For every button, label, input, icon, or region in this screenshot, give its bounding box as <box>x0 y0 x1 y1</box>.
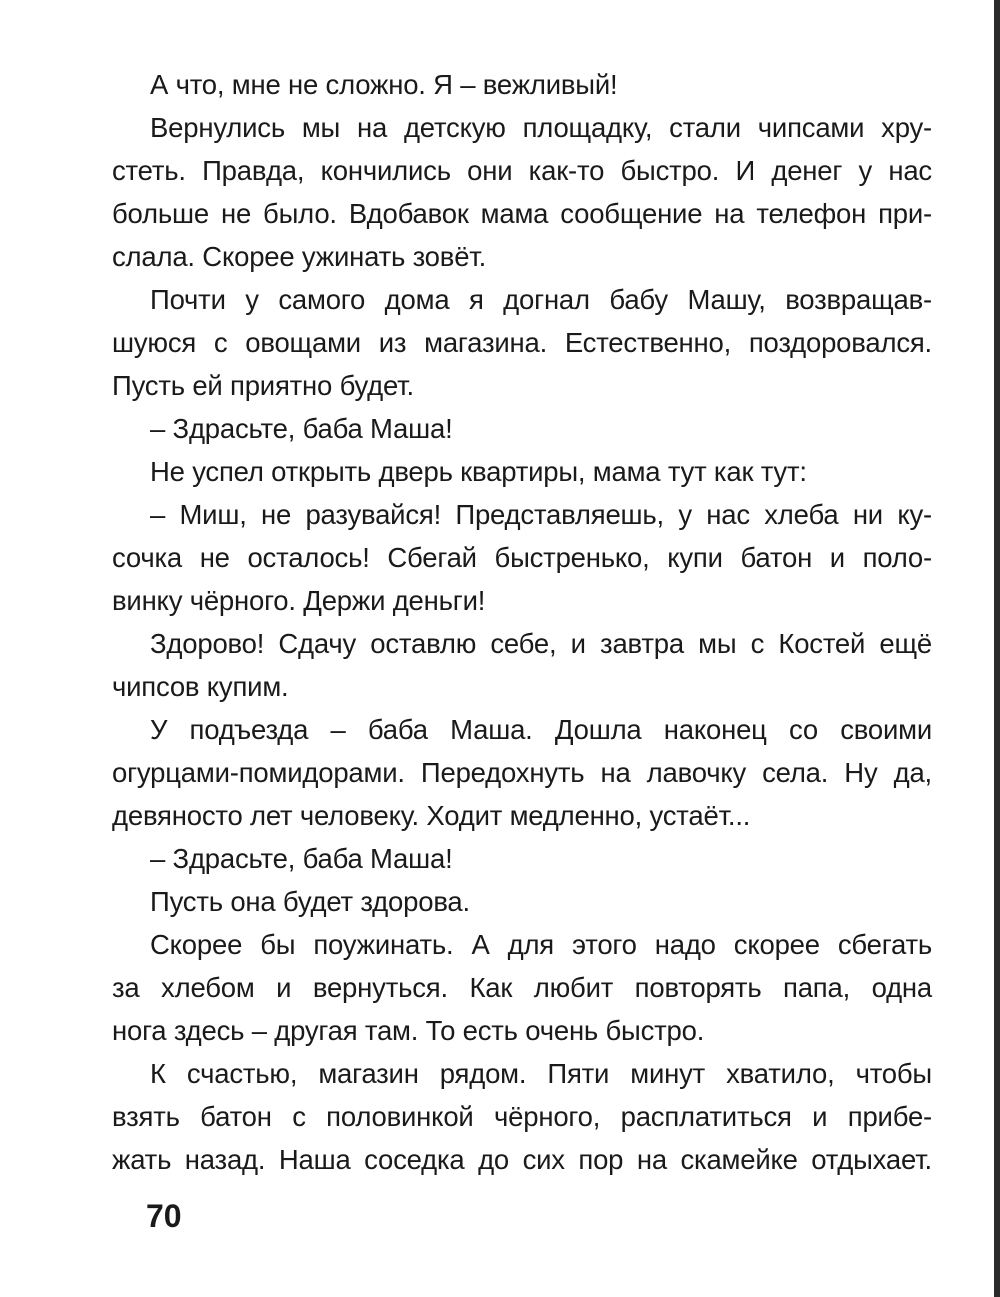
text-line: за хлебом и вернуться. Как любит повторять папа, одна <box>112 972 932 1003</box>
body-text <box>112 63 932 1181</box>
text-line: девяносто лет человеку. Ходит медленно, устаёт... <box>112 800 751 831</box>
text-line: винку чёрного. Держи деньги! <box>112 585 486 616</box>
text-line: больше не было. Вдобавок мама сообщение на телефон при- <box>112 198 932 229</box>
page-number: 70 <box>146 1198 182 1234</box>
text-line: жать назад. Наша соседка до сих пор на скамейке отдыхает. <box>112 1144 932 1175</box>
text-line: – Здрасьте, баба Маша! <box>150 843 453 874</box>
text-line: стеть. Правда, кончились они как-то быстро. И денег у нас <box>112 155 932 186</box>
text-line: Вернулись мы на детскую площадку, стали чипсами хру- <box>150 112 932 143</box>
text-line: слала. Скорее ужинать зовёт. <box>112 241 487 272</box>
text-line: Пусть она будет здорова. <box>150 886 470 917</box>
text-line: Скорее бы поужинать. А для этого надо скорее сбегать <box>150 929 932 960</box>
text-line: шуюся с овощами из магазина. Естественно, поздоровался. <box>112 327 932 358</box>
text-line: К счастью, магазин рядом. Пяти минут хватило, чтобы <box>150 1058 932 1089</box>
page-edge-shadow <box>994 0 1000 1297</box>
text-line: А что, мне не сложно. Я – вежливый! <box>150 69 618 100</box>
text-line: Не успел открыть дверь квартиры, мама тут как тут: <box>150 456 807 487</box>
text-line: чипсов купим. <box>112 671 289 702</box>
text-line: нога здесь – другая там. То есть очень быстро. <box>112 1015 705 1046</box>
text-line: – Здрасьте, баба Маша! <box>150 413 453 444</box>
text-line: сочка не осталось! Сбегай быстренько, купи батон и поло- <box>112 542 932 573</box>
text-line: – Миш, не разувайся! Представляешь, у нас хлеба ни ку- <box>150 499 932 530</box>
text-line: У подъезда – баба Маша. Дошла наконец со своими <box>150 714 932 745</box>
text-line: Пусть ей приятно будет. <box>112 370 414 401</box>
text-line: Почти у самого дома я догнал бабу Машу, возвращав- <box>150 284 932 315</box>
text-line: взять батон с половинкой чёрного, расплатиться и прибе- <box>112 1101 932 1132</box>
text-line: Здорово! Сдачу оставлю себе, и завтра мы с Костей ещё <box>150 628 932 659</box>
text-line: огурцами-помидорами. Передохнуть на лавочку села. Ну да, <box>112 757 932 788</box>
